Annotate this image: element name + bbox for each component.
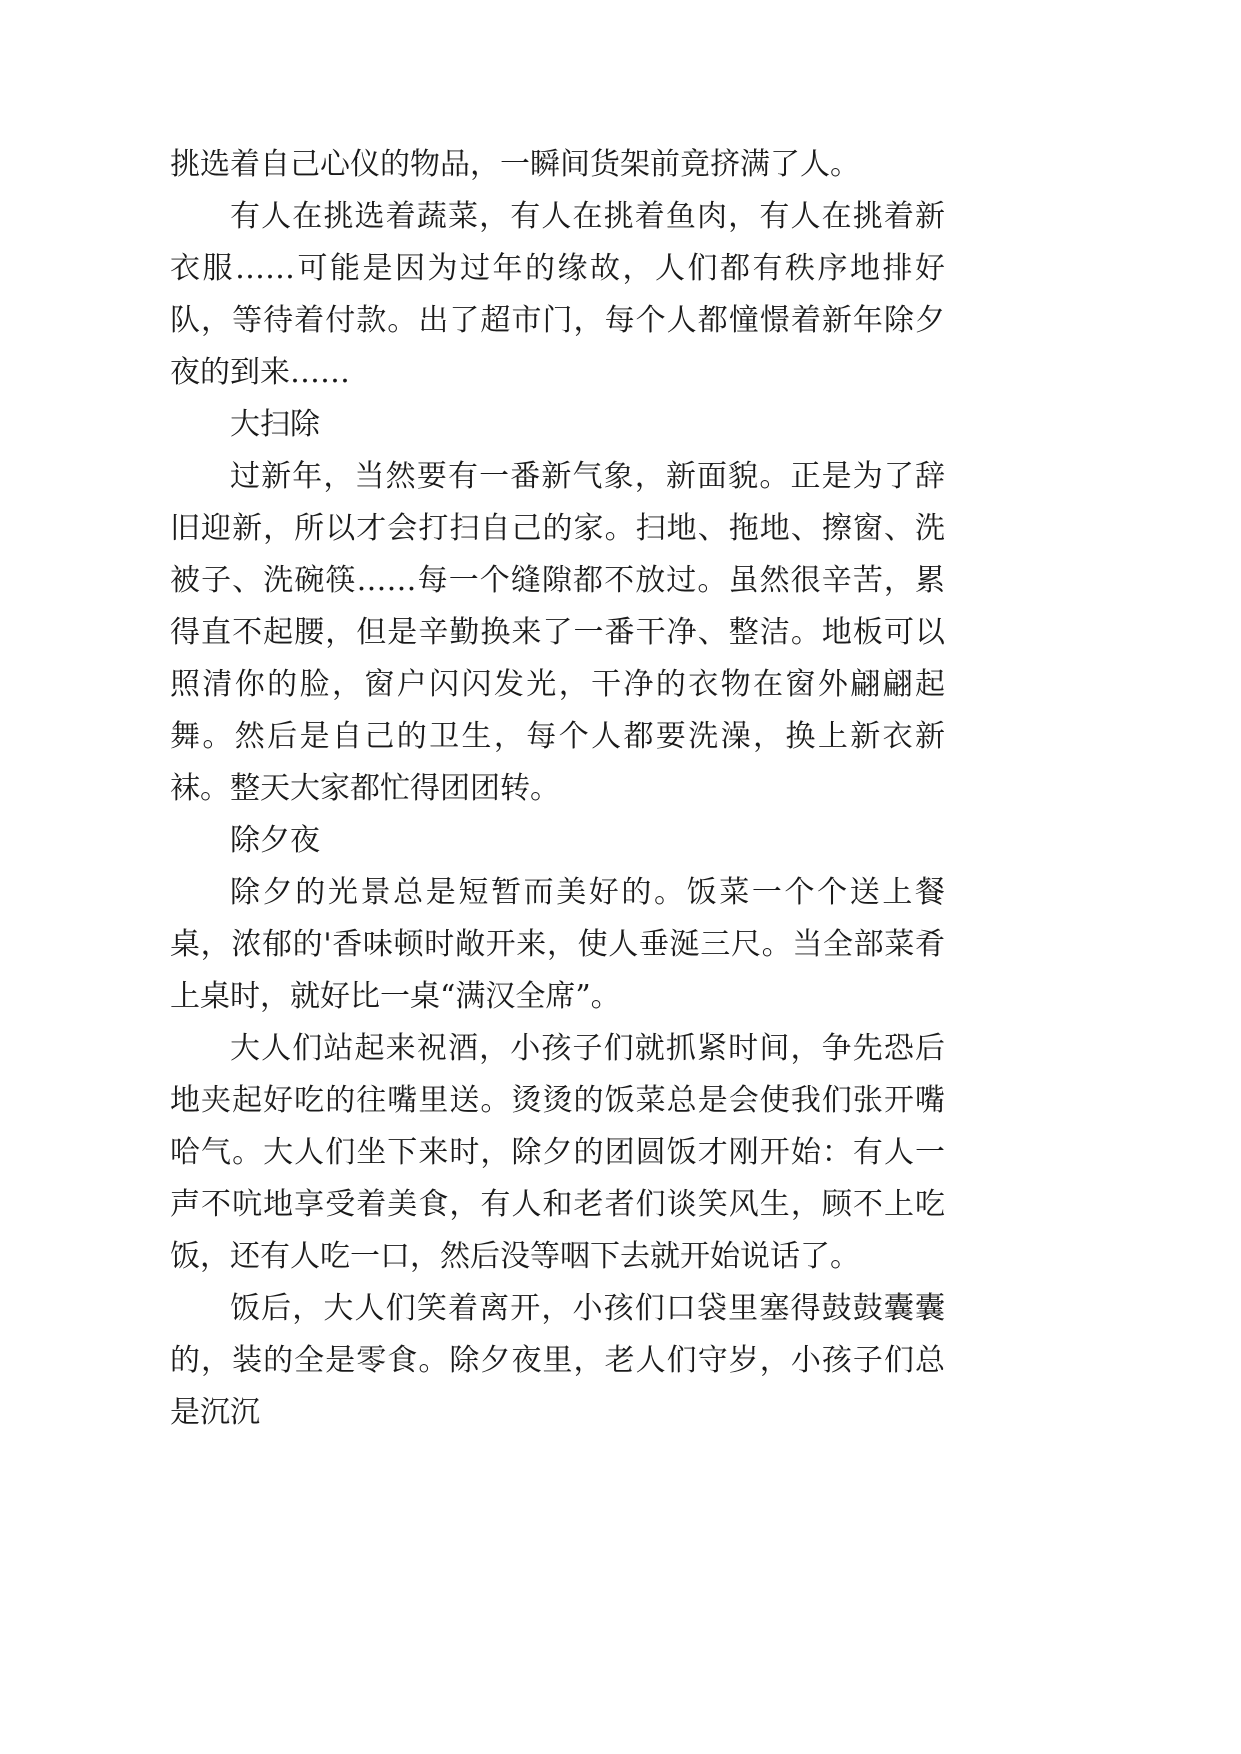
paragraph-toast: 大人们站起来祝酒，小孩子们就抓紧时间，争先恐后地夹起好吃的往嘴里送。烫烫的饭菜总是会使我们张开嘴哈气。大人们坐下来时，除夕的团圆饭才刚开始：有人一声不吭地享受着美食，有人和老者们谈笑风生，顾不上吃饭，还有人吃一口，然后没等咽下去就开始说话了。 xyxy=(170,1031,945,1274)
paragraph-dinner: 除夕的光景总是短暂而美好的。饭菜一个个送上餐桌，浓郁的'香味顿时敞开来，使人垂涎三尺。当全部菜肴上桌时，就好比一桌“满汉全席”。 xyxy=(170,875,945,1014)
paragraph-continuation: 挑选着自己心仪的物品，一瞬间货架前竟挤满了人。 xyxy=(170,147,860,182)
section-heading-new-years-eve: 除夕夜 xyxy=(230,823,320,858)
section-heading-cleaning: 大扫除 xyxy=(230,407,320,442)
paragraph-cleaning: 过新年，当然要有一番新气象，新面貌。正是为了辞旧迎新，所以才会打扫自己的家。扫地、拖地、擦窗、洗被子、洗碗筷……每一个缝隙都不放过。虽然很辛苦，累得直不起腰，但是辛勤换来了一番干净、整洁。地板可以照清你的脸，窗户闪闪发光，干净的衣物在窗外翩翩起舞。然后是自己的卫生，每个人都要洗澡，换上新衣新袜。整天大家都忙得团团转。 xyxy=(170,459,945,806)
document-body xyxy=(170,139,945,1439)
paragraph-shopping: 有人在挑选着蔬菜，有人在挑着鱼肉，有人在挑着新衣服……可能是因为过年的缘故，人们都有秩序地排好队，等待着付款。出了超市门，每个人都憧憬着新年除夕夜的到来…… xyxy=(170,199,945,390)
paragraph-after-dinner: 饭后，大人们笑着离开，小孩们口袋里塞得鼓鼓囊囊的，装的全是零食。除夕夜里，老人们守岁，小孩子们总是沉沉 xyxy=(170,1291,945,1430)
